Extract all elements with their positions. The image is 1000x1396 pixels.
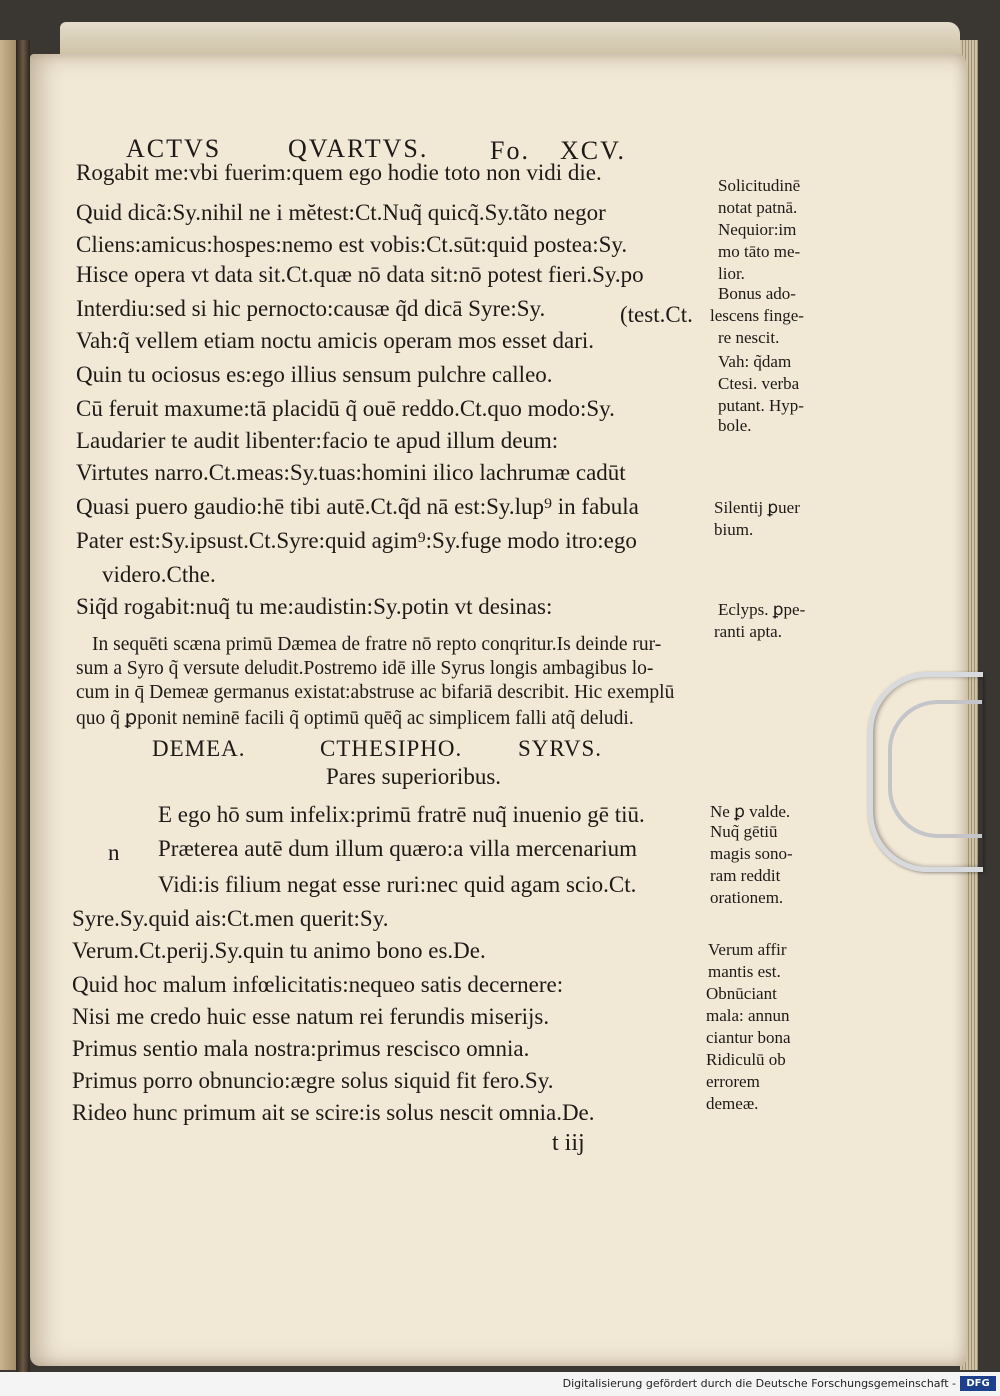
margin-gloss: Ctesi. verba — [718, 374, 800, 393]
text-line: Primus porro obnuncio:ægre solus siquid fit fero.Sy. — [72, 1068, 554, 1093]
margin-gloss: putant. Hyp- — [718, 396, 804, 415]
running-head-left: ACTVS — [126, 134, 222, 163]
signature-mark: t iij — [552, 1130, 585, 1156]
text-line: Nisi me credo huic esse natum rei ferundis miserijs. — [72, 1004, 550, 1029]
text-line-indented: Vidi:is filium negat esse ruri:nec quid agam scio.Ct. — [158, 872, 637, 897]
margin-gloss: Verum affir — [708, 940, 787, 959]
margin-gloss: notat patnā. — [718, 198, 798, 217]
book-page — [30, 54, 966, 1366]
text-line-indented: videro.Cthe. — [102, 562, 216, 587]
margin-gloss: re nescit. — [718, 328, 780, 347]
footer-bar — [0, 1372, 1000, 1396]
margin-gloss: bole. — [718, 416, 752, 435]
text-line: Cū feruit maxume:tā placidū q̃ ouē reddo.Ct.quo modo:Sy. — [76, 396, 615, 421]
text-line: Quid hoc malum infœlicitatis:nequeo satis decernere: — [72, 972, 564, 997]
speaker-ctesipho: CTHESIPHO. — [320, 736, 463, 761]
text-line: Quin tu ociosus es:ego illius sensum pulchre calleo. — [76, 362, 553, 387]
text-line: Laudarier te audit libenter:facio te apud illum deum: — [76, 428, 559, 453]
margin-gloss: mantis est. — [708, 962, 781, 981]
margin-gloss: mala: annun — [706, 1006, 790, 1025]
text-line: Quasi puero gaudio:hē tibi autē.Ct.q̃d nā est:Sy.lup⁹ in fabula — [76, 494, 639, 519]
margin-gloss: bium. — [714, 520, 754, 539]
text-line: Quid dicã:Sy.nihil ne i mĕtest:Ct.Nuq̃ quicq̃.Sy.tãto negor — [76, 200, 606, 225]
text-line: Syre.Sy.quid ais:Ct.men querit:Sy. — [72, 906, 389, 931]
text-line: Rideo hunc primum ait se scire:is solus nescit omnia.De. — [72, 1100, 595, 1125]
argument-line: In sequēti scæna primū Dæmea de fratre nō repto conqritur.Is deinde rur- — [92, 634, 662, 655]
paper-clip-inner — [888, 700, 982, 838]
dfg-logo: DFG — [960, 1376, 996, 1391]
text-line: Pater est:Sy.ipsust.Ct.Syre:quid agim⁹:Sy.fuge modo itro:ego — [76, 528, 637, 553]
margin-gloss: lior. — [718, 264, 745, 283]
margin-gloss: Nequior:im — [718, 220, 797, 239]
book-gutter — [16, 40, 30, 1372]
margin-gloss: magis sono- — [710, 844, 793, 863]
text-line: Interdiu:sed si hic pernocto:causæ q̃d dicā Syre:Sy. — [76, 296, 546, 321]
text-line: Primus sentio mala nostra:primus rescisco omnia. — [72, 1036, 530, 1061]
margin-letter: n — [108, 840, 120, 865]
text-line: Rogabit me:vbi fuerim:quem ego hodie toto non vidi die. — [76, 160, 602, 185]
folio-number: XCV. — [560, 136, 627, 165]
margin-gloss: ranti apta. — [714, 622, 782, 641]
margin-gloss: Solicitudinē — [718, 176, 801, 195]
margin-gloss: Silentij ꝑuer — [714, 498, 800, 517]
text-line-turnover: (test.Ct. — [620, 302, 693, 327]
margin-gloss: demeæ. — [706, 1094, 759, 1113]
text-line: Cliens:amicus:hospes:nemo est vobis:Ct.sūt:quid postea:Sy. — [76, 232, 628, 257]
text-line: Verum.Ct.perij.Sy.quin tu animo bono es.De. — [72, 938, 486, 963]
argument-line: quo q̃ ꝑponit neminē facili q̃ optimū quēq̃ ac simplicem falli atq̃ deludi. — [76, 708, 634, 729]
margin-gloss: ciantur bona — [706, 1028, 791, 1047]
speaker-syrus: SYRVS. — [518, 736, 603, 761]
margin-gloss: ram reddit — [710, 866, 781, 885]
margin-gloss: orationem. — [710, 888, 784, 907]
speaker-demea: DEMEA. — [152, 736, 246, 761]
running-head-fo: Fo. — [490, 136, 530, 165]
funding-note: Digitalisierung gefördert durch die Deutsche Forschungsgemeinschaft - — [562, 1377, 956, 1390]
argument-line: cum in q̄ Demeæ germanus existat:abstruse ac bifariā describit. Hic exemplū — [76, 682, 675, 703]
text-line: Hisce opera vt data sit.Ct.quæ nō data sit:nō potest fieri.Sy.po — [76, 262, 644, 287]
margin-gloss: Ne ꝑ valde. — [710, 802, 791, 821]
text-line: Vah:q̃ vellem etiam noctu amicis operam mos esset dari. — [76, 328, 594, 353]
margin-gloss: Bonus ado- — [718, 284, 796, 303]
margin-gloss: Obnūciant — [706, 984, 777, 1003]
margin-gloss: errorem — [706, 1072, 760, 1091]
text-line-indented: E ego hō sum infelix:primū fratrē nuq̃ inuenio gē tiū. — [158, 802, 645, 827]
margin-gloss: Ridiculū ob — [706, 1050, 786, 1069]
text-line: Siq̃d rogabit:nuq̃ tu me:audistin:Sy.potin vt desinas: — [76, 594, 553, 619]
margin-gloss: Nuq̃ gētiū — [710, 822, 778, 841]
margin-gloss: lescens finge- — [710, 306, 804, 325]
text-line-indented: Præterea autē dum illum quæro:a villa mercenarium — [158, 836, 638, 861]
margin-gloss: Eclyps. ꝑpe- — [718, 600, 806, 619]
margin-gloss: mo tāto me- — [718, 242, 801, 261]
running-head-middle: QVARTVS. — [288, 134, 429, 163]
argument-line: sum a Syro q̃ versute deludit.Postremo idē ille Syrus longis ambagibus lo- — [76, 658, 654, 679]
margin-gloss: Vah: q̃dam — [718, 352, 792, 371]
meter-note: Pares superioribus. — [326, 764, 502, 789]
text-line: Virtutes narro.Ct.meas:Sy.tuas:homini ilico lachrumæ cadūt — [76, 460, 626, 485]
